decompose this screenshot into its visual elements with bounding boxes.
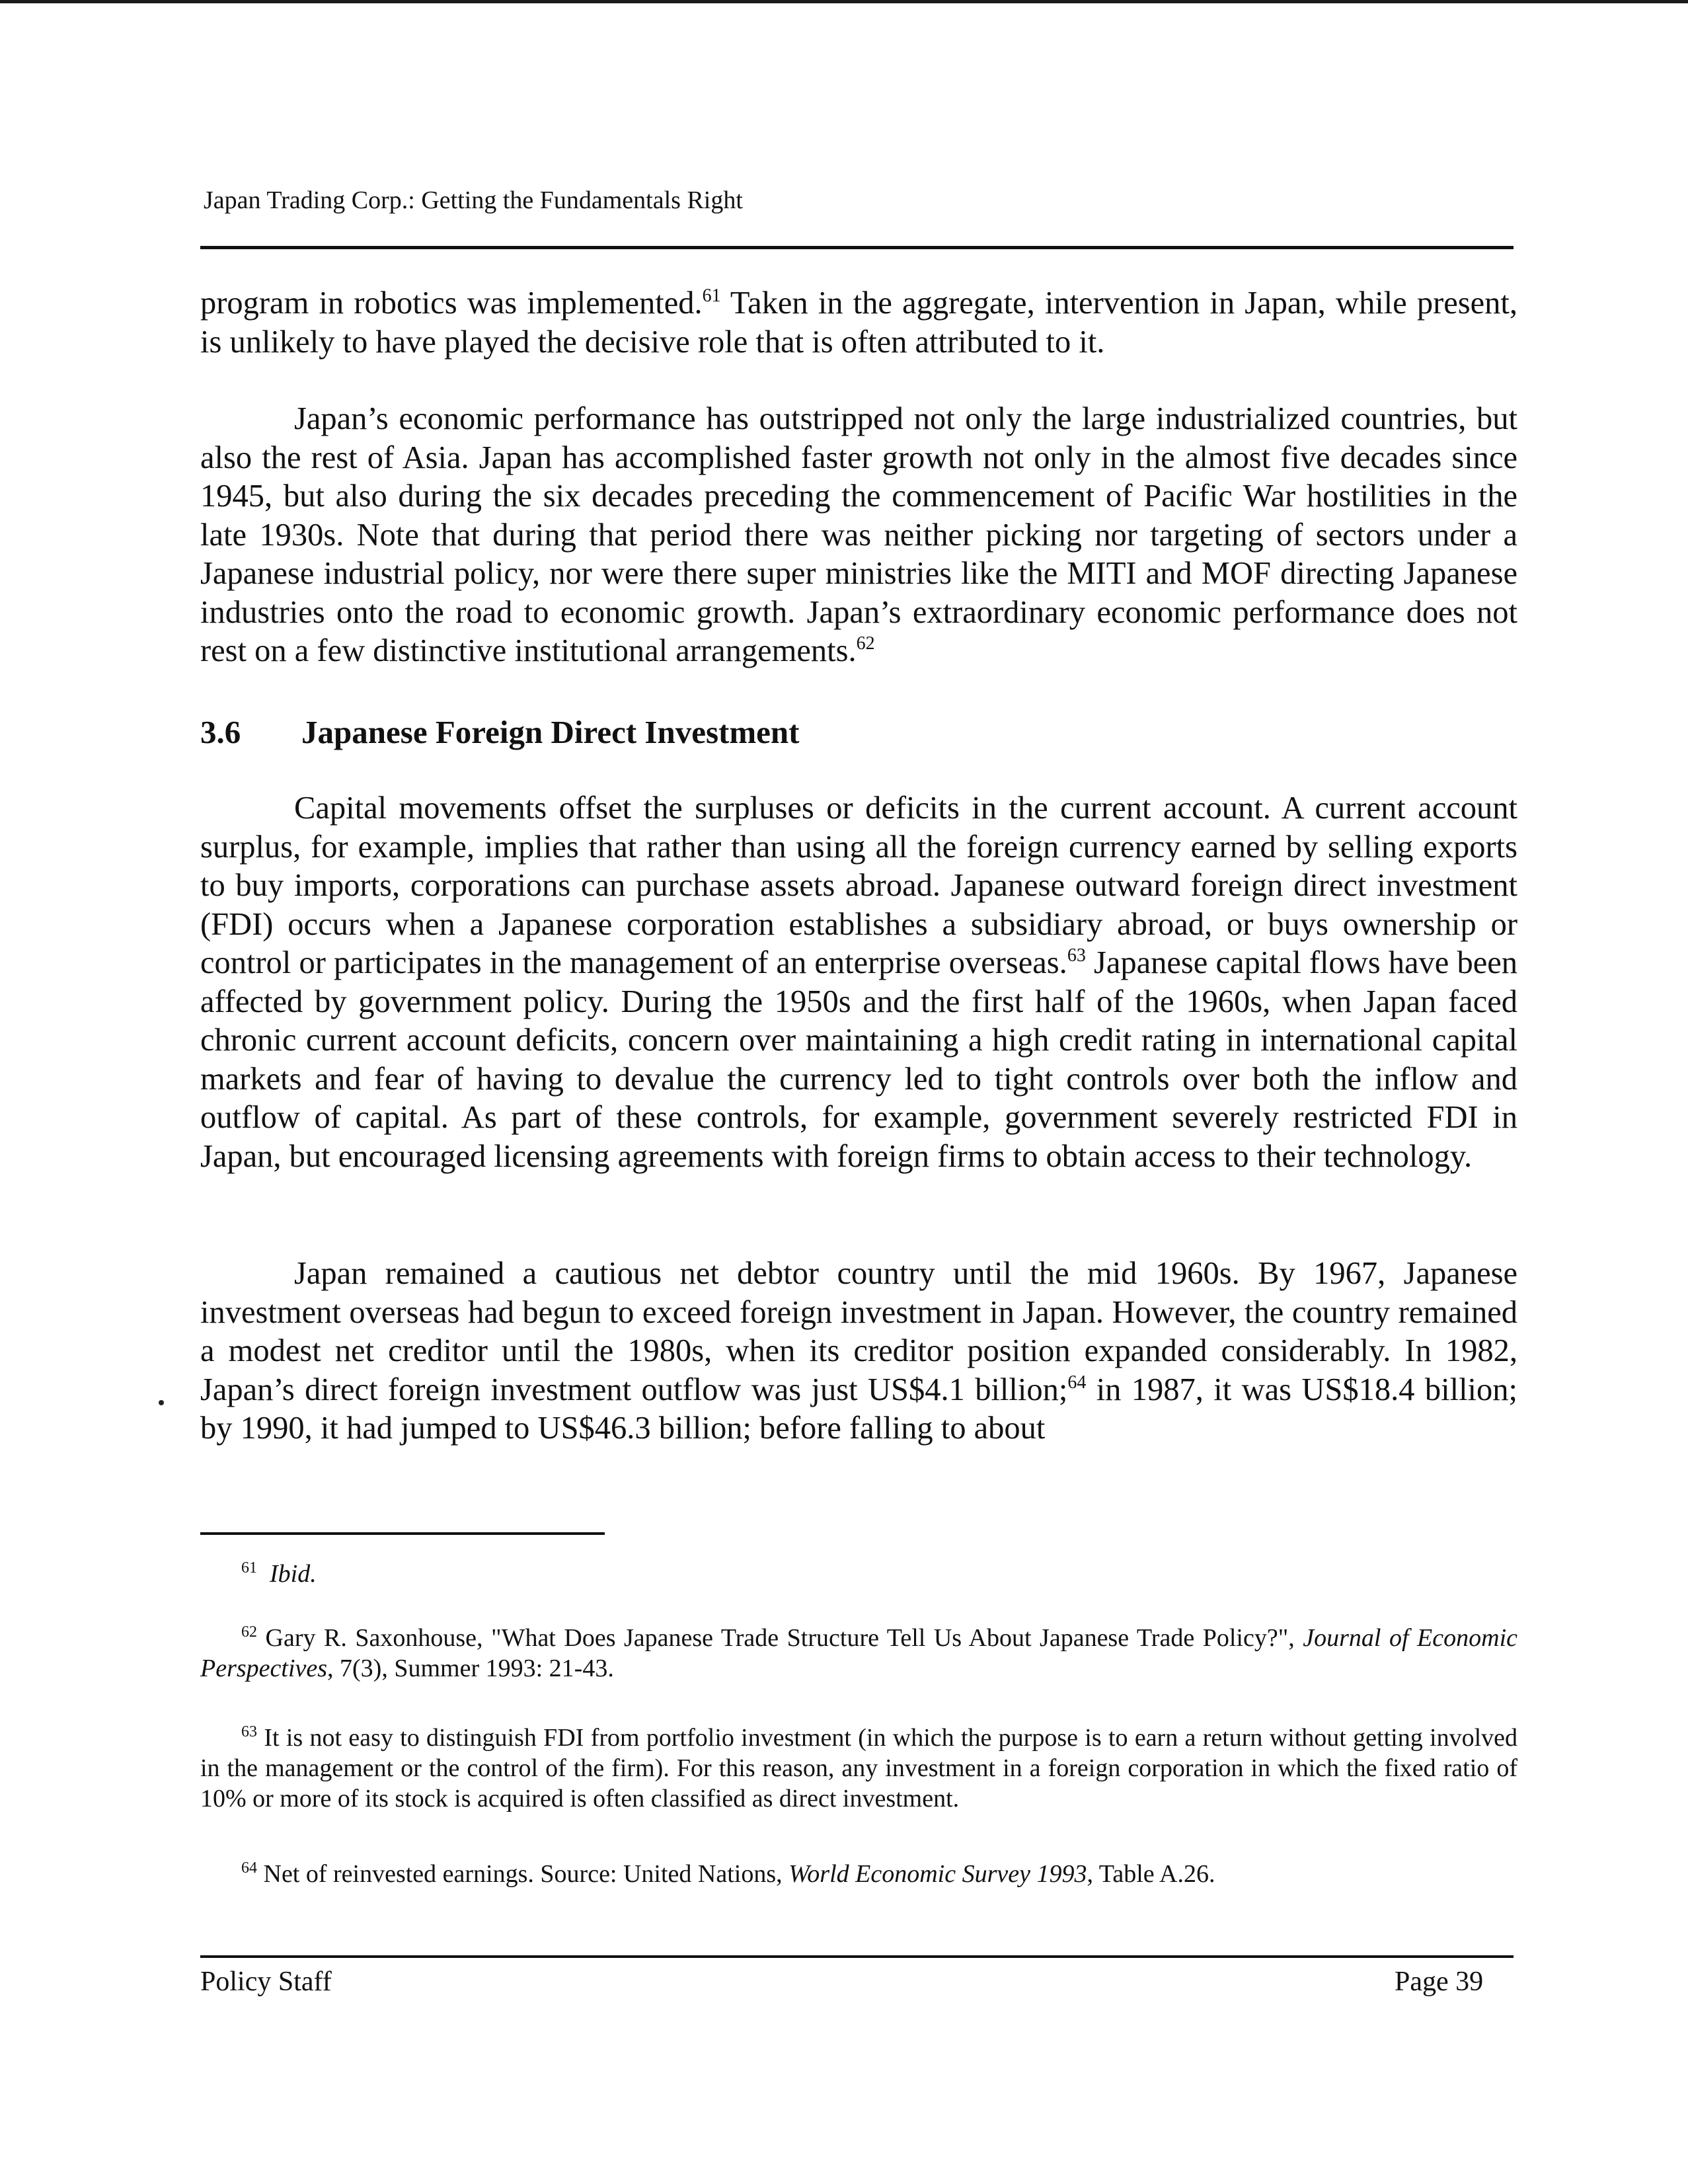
footnote-63 [200,1723,1517,1814]
section-title: Japanese Foreign Direct Investment [301,714,800,750]
footnote-63-text: It is not easy to distinguish FDI from portfolio investment (in which the purpose is to earn a return without getting involved in the management or the control of the firm). For this reason, any investment in a foreign corporation in which the fixed ratio of 10% or more of its stock is acquired is often classified as direct investment. [200,1724,1517,1813]
footnote-62 [200,1623,1517,1684]
section-heading [200,713,800,752]
footnote-64 [200,1859,1517,1889]
footer-department: Policy Staff [200,1967,332,1997]
footnote-63-mark: 63 [241,1723,257,1740]
footnote-64-mark: 64 [241,1859,257,1877]
paragraph-2 [200,400,1517,671]
footnote-ref-63[interactable]: 63 [1067,945,1086,966]
header-rule [200,246,1514,249]
paragraph-4-text-a: Japan remained a cautious net debtor country until the mid 1960s. By 1967, Japanese investment overseas had begun to exceed foreign investment in Japan. However, the country remained a modest net creditor until the 1980s, when its creditor position expanded considerably. In 1982, Japan’s direct foreign investment outflow was just US$4.1 billion; [200,1256,1517,1407]
footnote-62-mark: 62 [241,1623,257,1641]
paragraph-1-text-b: Taken in the aggregate, intervention in Japan, while present, is unlikely to have played the decisive role that is often attributed to it. [200,286,1517,360]
footnote-61-text: Ibid. [270,1560,317,1588]
footnote-64-text: Net of reinvested earnings. Source: United Nations, [263,1860,789,1888]
footnote-ref-64[interactable]: 64 [1067,1372,1087,1393]
footnote-64-tail: , Table A.26. [1087,1860,1215,1888]
footnote-62-journal: Journal of Economic Perspectives [200,1624,1517,1682]
paragraph-3 [200,789,1517,1176]
paragraph-1 [200,284,1517,362]
paragraph-3-text-b: Japanese capital flows have been affected by government policy. During the 1950s and the first half of the 1960s, when Japan faced chronic current account deficits, concern over maintaining a high credit rating in international capital markets and fear of having to devalue the currency led to tight controls over both the inflow and outflow of capital. As part of these controls, for example, government severely restricted FDI in Japan, but encouraged licensing agreements with foreign firms to obtain access to their technology. [200,945,1517,1174]
paragraph-3-text-a: Capital movements offset the surpluses or deficits in the current account. A current account surplus, for example, implies that rather than using all the foreign currency earned by selling exports to buy imports, corporations can purchase assets abroad. Japanese outward foreign direct investment (FDI) occurs when a Japanese corporation establishes a subsidiary abroad, or buys ownership or control or participates in the management of an enterprise overseas. [200,791,1517,980]
footer-rule [200,1955,1514,1958]
paragraph-4 [200,1255,1517,1448]
paragraph-2-text: Japan’s economic performance has outstripped not only the large industrialized countries, but also the rest of Asia. Japan has accomplished faster growth not only in the almost five decades since 1945, but also during the six decades preceding the commencement of Pacific War hostilities in the late 1930s. Note that during that period there was neither picking nor targeting of sectors under a Japanese industrial policy, nor were there super ministries like the MITI and MOF directing Japanese industries onto the road to economic growth. Japan’s extraordinary economic performance does not rest on a few distinctive institutional arrangements. [200,401,1517,668]
footnote-ref-61[interactable]: 61 [702,286,721,306]
page-number: Page 39 [1395,1967,1484,1997]
running-header: Japan Trading Corp.: Getting the Fundamentals Right [204,186,743,214]
paragraph-1-text-a: program in robotics was implemented. [200,286,703,321]
page-top-edge [0,0,1688,3]
footnote-ref-62[interactable]: 62 [856,633,875,654]
footnote-rule [200,1532,605,1535]
scan-speck [159,1400,164,1405]
footnote-64-title: World Economic Survey 1993 [788,1860,1087,1888]
section-number: 3.6 [200,714,241,750]
paragraph-4-text-b: in 1987, it was US$18.4 billion; by 1990, it had jumped to US$46.3 billion; before falling to about [200,1372,1517,1446]
footnote-62-text: Gary R. Saxonhouse, "What Does Japanese Trade Structure Tell Us About Japanese Trade Policy?", [265,1624,1303,1652]
footnote-61-mark: 61 [241,1559,257,1577]
footnote-61 [200,1559,1517,1589]
footnote-62-tail: , 7(3), Summer 1993: 21-43. [327,1655,614,1682]
